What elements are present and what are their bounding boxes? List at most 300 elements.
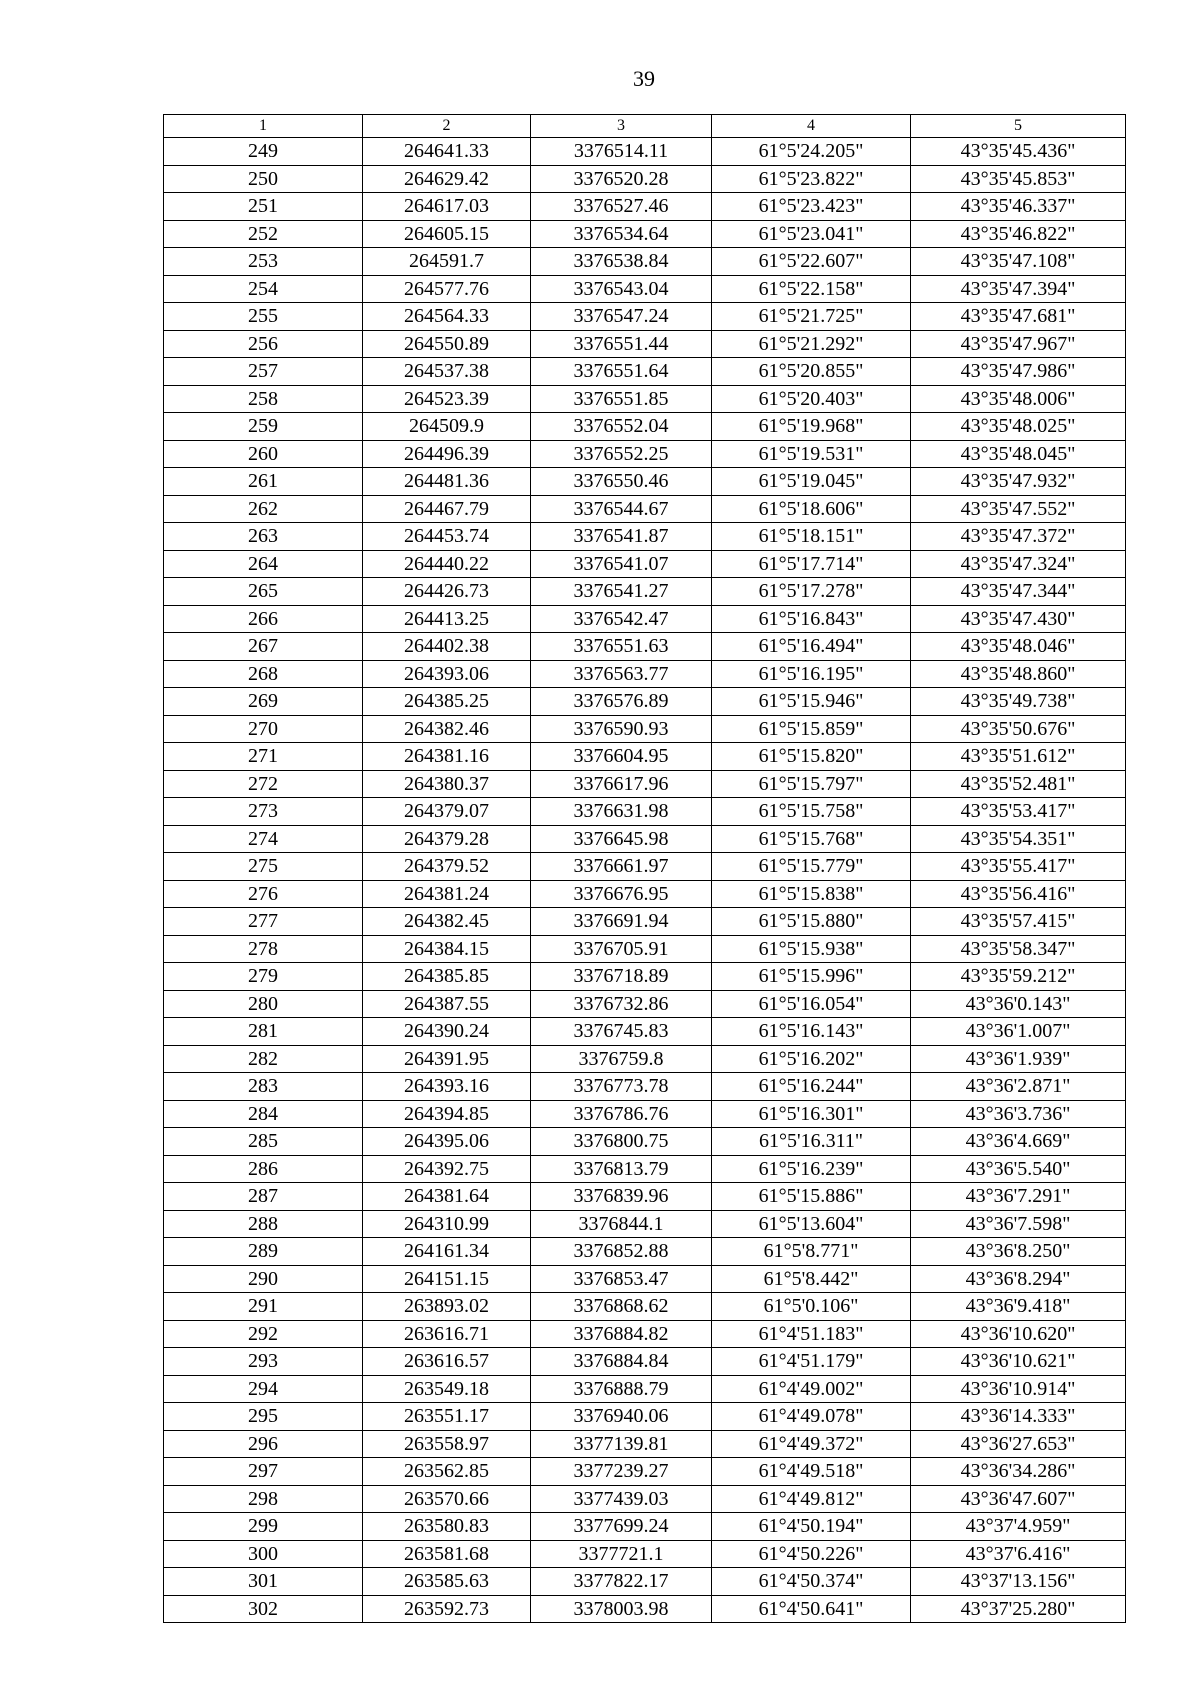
- table-row: [164, 220, 1126, 248]
- table-cell: 3376852.88: [531, 1238, 712, 1266]
- table-row: [164, 1430, 1126, 1458]
- table-cell: 3377139.81: [531, 1430, 712, 1458]
- table-row: [164, 1238, 1126, 1266]
- table-row: [164, 303, 1126, 331]
- table-row: [164, 798, 1126, 826]
- table-row: [164, 578, 1126, 606]
- table-cell: 299: [164, 1513, 363, 1541]
- table-cell: 43°35'46.337": [911, 193, 1126, 221]
- table-cell: 296: [164, 1430, 363, 1458]
- table-cell: 286: [164, 1155, 363, 1183]
- table-row: [164, 660, 1126, 688]
- table-cell: 302: [164, 1595, 363, 1623]
- table-cell: 3376527.46: [531, 193, 712, 221]
- table-cell: 277: [164, 908, 363, 936]
- table-cell: 288: [164, 1210, 363, 1238]
- table-row: [164, 550, 1126, 578]
- table-cell: 43°36'7.598": [911, 1210, 1126, 1238]
- table-cell: 264605.15: [363, 220, 531, 248]
- table-cell: 3377699.24: [531, 1513, 712, 1541]
- table-row: [164, 908, 1126, 936]
- table-cell: 264379.07: [363, 798, 531, 826]
- table-cell: 61°5'15.797": [712, 770, 911, 798]
- table-cell: 3377239.27: [531, 1458, 712, 1486]
- table-cell: 264394.85: [363, 1100, 531, 1128]
- table-cell: 43°35'48.025": [911, 413, 1126, 441]
- table-cell: 264385.85: [363, 963, 531, 991]
- table-cell: 43°35'47.681": [911, 303, 1126, 331]
- table-cell: 3376868.62: [531, 1293, 712, 1321]
- table-cell: 264395.06: [363, 1128, 531, 1156]
- table-cell: 43°35'47.394": [911, 275, 1126, 303]
- table-cell: 297: [164, 1458, 363, 1486]
- table-cell: 61°5'8.771": [712, 1238, 911, 1266]
- table-cell: 43°35'47.932": [911, 468, 1126, 496]
- table-cell: 264523.39: [363, 385, 531, 413]
- table-row: [164, 1045, 1126, 1073]
- table-cell: 3376534.64: [531, 220, 712, 248]
- table-cell: 61°5'24.205": [712, 138, 911, 166]
- table-cell: 61°4'50.226": [712, 1540, 911, 1568]
- table-cell: 61°5'23.822": [712, 165, 911, 193]
- table-cell: 256: [164, 330, 363, 358]
- table-cell: 3376839.96: [531, 1183, 712, 1211]
- table-cell: 43°35'51.612": [911, 743, 1126, 771]
- table-row: [164, 330, 1126, 358]
- table-cell: 295: [164, 1403, 363, 1431]
- column-header: 2: [363, 115, 531, 138]
- table-cell: 61°5'8.442": [712, 1265, 911, 1293]
- table-row: [164, 1155, 1126, 1183]
- table-cell: 43°35'45.853": [911, 165, 1126, 193]
- table-cell: 284: [164, 1100, 363, 1128]
- table-cell: 264381.24: [363, 880, 531, 908]
- table-cell: 3376541.07: [531, 550, 712, 578]
- table-cell: 265: [164, 578, 363, 606]
- table-cell: 3376538.84: [531, 248, 712, 276]
- table-row: [164, 605, 1126, 633]
- table-cell: 301: [164, 1568, 363, 1596]
- table-cell: 43°35'45.436": [911, 138, 1126, 166]
- table-cell: 61°4'50.641": [712, 1595, 911, 1623]
- table-cell: 281: [164, 1018, 363, 1046]
- table-cell: 61°5'17.714": [712, 550, 911, 578]
- table-cell: 298: [164, 1485, 363, 1513]
- table-cell: 61°5'16.244": [712, 1073, 911, 1101]
- table-cell: 61°5'18.151": [712, 523, 911, 551]
- table-cell: 274: [164, 825, 363, 853]
- table-cell: 43°35'47.324": [911, 550, 1126, 578]
- table-row: [164, 853, 1126, 881]
- table-cell: 61°5'19.045": [712, 468, 911, 496]
- table-cell: 3376541.87: [531, 523, 712, 551]
- table-cell: 3376551.44: [531, 330, 712, 358]
- table-cell: 3377439.03: [531, 1485, 712, 1513]
- table-cell: 264550.89: [363, 330, 531, 358]
- table-cell: 263592.73: [363, 1595, 531, 1623]
- table-cell: 3376884.84: [531, 1348, 712, 1376]
- table-cell: 264381.64: [363, 1183, 531, 1211]
- table-cell: 43°35'49.738": [911, 688, 1126, 716]
- table-cell: 273: [164, 798, 363, 826]
- table-cell: 61°5'20.403": [712, 385, 911, 413]
- table-row: [164, 880, 1126, 908]
- table-cell: 263580.83: [363, 1513, 531, 1541]
- table-cell: 3376514.11: [531, 138, 712, 166]
- table-cell: 61°5'21.725": [712, 303, 911, 331]
- table-row: [164, 468, 1126, 496]
- table-cell: 61°5'16.311": [712, 1128, 911, 1156]
- table-cell: 264382.46: [363, 715, 531, 743]
- table-cell: 263570.66: [363, 1485, 531, 1513]
- table-row: [164, 1073, 1126, 1101]
- table-cell: 43°36'8.294": [911, 1265, 1126, 1293]
- table-cell: 3376576.89: [531, 688, 712, 716]
- table-cell: 3376542.47: [531, 605, 712, 633]
- table-cell: 279: [164, 963, 363, 991]
- table-row: [164, 385, 1126, 413]
- table-row: [164, 193, 1126, 221]
- table-cell: 3376745.83: [531, 1018, 712, 1046]
- table-row: [164, 1348, 1126, 1376]
- table-cell: 61°5'16.239": [712, 1155, 911, 1183]
- table-cell: 43°36'10.620": [911, 1320, 1126, 1348]
- table-row: [164, 1128, 1126, 1156]
- table-cell: 61°4'49.372": [712, 1430, 911, 1458]
- table-cell: 61°5'15.880": [712, 908, 911, 936]
- table-cell: 61°5'16.143": [712, 1018, 911, 1046]
- table-cell: 3376773.78: [531, 1073, 712, 1101]
- table-cell: 61°4'50.194": [712, 1513, 911, 1541]
- table-cell: 61°5'16.843": [712, 605, 911, 633]
- table-cell: 61°5'15.768": [712, 825, 911, 853]
- table-cell: 61°5'22.607": [712, 248, 911, 276]
- table-cell: 43°36'7.291": [911, 1183, 1126, 1211]
- table-cell: 263562.85: [363, 1458, 531, 1486]
- table-cell: 61°5'23.041": [712, 220, 911, 248]
- table-cell: 61°5'13.604": [712, 1210, 911, 1238]
- table-cell: 43°35'47.430": [911, 605, 1126, 633]
- table-row: [164, 1513, 1126, 1541]
- table-row: [164, 523, 1126, 551]
- table-cell: 257: [164, 358, 363, 386]
- table-row: [164, 1100, 1126, 1128]
- table-cell: 43°35'46.822": [911, 220, 1126, 248]
- table-cell: 61°5'18.606": [712, 495, 911, 523]
- table-cell: 43°36'1.939": [911, 1045, 1126, 1073]
- table-cell: 264379.28: [363, 825, 531, 853]
- column-header: 5: [911, 115, 1126, 138]
- table-row: [164, 138, 1126, 166]
- table-row: [164, 1403, 1126, 1431]
- table-cell: 61°5'21.292": [712, 330, 911, 358]
- table-cell: 254: [164, 275, 363, 303]
- table-row: [164, 688, 1126, 716]
- table-cell: 43°36'2.871": [911, 1073, 1126, 1101]
- table-cell: 264381.16: [363, 743, 531, 771]
- table-cell: 264440.22: [363, 550, 531, 578]
- table-cell: 264641.33: [363, 138, 531, 166]
- table-row: [164, 1568, 1126, 1596]
- table-cell: 3376718.89: [531, 963, 712, 991]
- table-cell: 260: [164, 440, 363, 468]
- table-row: [164, 935, 1126, 963]
- table-cell: 264509.9: [363, 413, 531, 441]
- table-cell: 61°4'49.002": [712, 1375, 911, 1403]
- table-cell: 43°36'10.621": [911, 1348, 1126, 1376]
- table-cell: 263893.02: [363, 1293, 531, 1321]
- table-cell: 3376645.98: [531, 825, 712, 853]
- table-cell: 43°35'47.372": [911, 523, 1126, 551]
- table-cell: 263549.18: [363, 1375, 531, 1403]
- table-cell: 264379.52: [363, 853, 531, 881]
- table-cell: 43°35'47.552": [911, 495, 1126, 523]
- table-cell: 43°35'50.676": [911, 715, 1126, 743]
- table-cell: 269: [164, 688, 363, 716]
- table-cell: 3376759.8: [531, 1045, 712, 1073]
- table-cell: 61°4'51.183": [712, 1320, 911, 1348]
- table-cell: 43°35'55.417": [911, 853, 1126, 881]
- table-cell: 61°5'16.301": [712, 1100, 911, 1128]
- table-row: [164, 413, 1126, 441]
- table-cell: 264413.25: [363, 605, 531, 633]
- table-cell: 3376552.25: [531, 440, 712, 468]
- table-cell: 261: [164, 468, 363, 496]
- table-cell: 252: [164, 220, 363, 248]
- table-cell: 61°5'19.531": [712, 440, 911, 468]
- table-cell: 3376705.91: [531, 935, 712, 963]
- table-cell: 264591.7: [363, 248, 531, 276]
- table-cell: 61°5'16.494": [712, 633, 911, 661]
- table-row: [164, 990, 1126, 1018]
- table-cell: 43°36'0.143": [911, 990, 1126, 1018]
- table-row: [164, 1210, 1126, 1238]
- table-cell: 43°35'47.967": [911, 330, 1126, 358]
- table-cell: 264577.76: [363, 275, 531, 303]
- table-cell: 61°4'49.812": [712, 1485, 911, 1513]
- table-cell: 3376544.67: [531, 495, 712, 523]
- page-number: 39: [633, 66, 655, 91]
- table-cell: 61°5'15.779": [712, 853, 911, 881]
- table-cell: 255: [164, 303, 363, 331]
- table-row: [164, 358, 1126, 386]
- table-cell: 43°35'58.347": [911, 935, 1126, 963]
- table-cell: 263551.17: [363, 1403, 531, 1431]
- table-cell: 43°37'25.280": [911, 1595, 1126, 1623]
- table-cell: 264310.99: [363, 1210, 531, 1238]
- table-row: [164, 248, 1126, 276]
- table-cell: 43°35'57.415": [911, 908, 1126, 936]
- table-cell: 293: [164, 1348, 363, 1376]
- table-cell: 43°37'4.959": [911, 1513, 1126, 1541]
- table-row: [164, 440, 1126, 468]
- table-cell: 43°35'48.045": [911, 440, 1126, 468]
- table-cell: 61°5'16.195": [712, 660, 911, 688]
- table-cell: 43°36'8.250": [911, 1238, 1126, 1266]
- table-cell: 43°36'27.653": [911, 1430, 1126, 1458]
- table-cell: 3376691.94: [531, 908, 712, 936]
- table-cell: 43°35'56.416": [911, 880, 1126, 908]
- table-row: [164, 1595, 1126, 1623]
- table-cell: 61°5'0.106": [712, 1293, 911, 1321]
- table-cell: 264467.79: [363, 495, 531, 523]
- table-cell: 289: [164, 1238, 363, 1266]
- table-cell: 264151.15: [363, 1265, 531, 1293]
- table-cell: 275: [164, 853, 363, 881]
- table-cell: 3377822.17: [531, 1568, 712, 1596]
- table-cell: 3376551.64: [531, 358, 712, 386]
- table-cell: 264402.38: [363, 633, 531, 661]
- table-row: [164, 963, 1126, 991]
- table-cell: 3376563.77: [531, 660, 712, 688]
- table-row: [164, 715, 1126, 743]
- table-cell: 258: [164, 385, 363, 413]
- table-cell: 3376541.27: [531, 578, 712, 606]
- table-cell: 43°35'48.006": [911, 385, 1126, 413]
- table-cell: 43°35'47.986": [911, 358, 1126, 386]
- table-cell: 291: [164, 1293, 363, 1321]
- table-cell: 287: [164, 1183, 363, 1211]
- table-cell: 43°37'13.156": [911, 1568, 1126, 1596]
- table-cell: 3377721.1: [531, 1540, 712, 1568]
- table-cell: 264617.03: [363, 193, 531, 221]
- table-row: [164, 1540, 1126, 1568]
- table-cell: 61°5'15.859": [712, 715, 911, 743]
- table-row: [164, 825, 1126, 853]
- table-cell: 3376732.86: [531, 990, 712, 1018]
- table-cell: 43°36'34.286": [911, 1458, 1126, 1486]
- table-row: [164, 275, 1126, 303]
- table-cell: 43°36'10.914": [911, 1375, 1126, 1403]
- table-cell: 61°5'15.838": [712, 880, 911, 908]
- table-row: [164, 1018, 1126, 1046]
- table-cell: 266: [164, 605, 363, 633]
- table-cell: 3376547.24: [531, 303, 712, 331]
- table-cell: 43°36'47.607": [911, 1485, 1126, 1513]
- table-cell: 259: [164, 413, 363, 441]
- table-cell: 61°5'20.855": [712, 358, 911, 386]
- table-cell: 249: [164, 138, 363, 166]
- table-header-row: [164, 115, 1126, 138]
- table-cell: 263616.71: [363, 1320, 531, 1348]
- table-cell: 43°35'53.417": [911, 798, 1126, 826]
- table-cell: 251: [164, 193, 363, 221]
- table-cell: 264392.75: [363, 1155, 531, 1183]
- table-cell: 276: [164, 880, 363, 908]
- table-cell: 264481.36: [363, 468, 531, 496]
- table-cell: 263616.57: [363, 1348, 531, 1376]
- table-cell: 3376543.04: [531, 275, 712, 303]
- table-cell: 43°36'14.333": [911, 1403, 1126, 1431]
- table-cell: 3376888.79: [531, 1375, 712, 1403]
- table-row: [164, 1458, 1126, 1486]
- table-cell: 43°36'3.736": [911, 1100, 1126, 1128]
- table-cell: 3376551.85: [531, 385, 712, 413]
- table-cell: 61°5'16.202": [712, 1045, 911, 1073]
- table-row: [164, 495, 1126, 523]
- table-cell: 3376844.1: [531, 1210, 712, 1238]
- table-cell: 43°35'47.344": [911, 578, 1126, 606]
- table-row: [164, 743, 1126, 771]
- table-cell: 264496.39: [363, 440, 531, 468]
- table-cell: 280: [164, 990, 363, 1018]
- table-row: [164, 633, 1126, 661]
- table-cell: 282: [164, 1045, 363, 1073]
- table-cell: 43°36'4.669": [911, 1128, 1126, 1156]
- table-row: [164, 1485, 1126, 1513]
- table-cell: 3376940.06: [531, 1403, 712, 1431]
- table-cell: 61°5'23.423": [712, 193, 911, 221]
- table-cell: 43°36'1.007": [911, 1018, 1126, 1046]
- table-cell: 43°35'48.046": [911, 633, 1126, 661]
- table-cell: 278: [164, 935, 363, 963]
- table-cell: 272: [164, 770, 363, 798]
- table-row: [164, 770, 1126, 798]
- table-cell: 264161.34: [363, 1238, 531, 1266]
- table-cell: 300: [164, 1540, 363, 1568]
- table-cell: 294: [164, 1375, 363, 1403]
- table-row: [164, 1265, 1126, 1293]
- table-cell: 3376604.95: [531, 743, 712, 771]
- table-cell: 268: [164, 660, 363, 688]
- table-cell: 263581.68: [363, 1540, 531, 1568]
- table-cell: 290: [164, 1265, 363, 1293]
- table-cell: 3376661.97: [531, 853, 712, 881]
- table-cell: 3376676.95: [531, 880, 712, 908]
- table-cell: 264382.45: [363, 908, 531, 936]
- table-cell: 3376552.04: [531, 413, 712, 441]
- table-cell: 264390.24: [363, 1018, 531, 1046]
- column-header: 3: [531, 115, 712, 138]
- table-cell: 264393.06: [363, 660, 531, 688]
- table-cell: 3376786.76: [531, 1100, 712, 1128]
- table-cell: 3376550.46: [531, 468, 712, 496]
- table-cell: 61°4'49.078": [712, 1403, 911, 1431]
- table-cell: 61°5'22.158": [712, 275, 911, 303]
- table-row: [164, 165, 1126, 193]
- table-cell: 61°5'15.946": [712, 688, 911, 716]
- table-cell: 61°5'19.968": [712, 413, 911, 441]
- column-header: 1: [164, 115, 363, 138]
- table-cell: 267: [164, 633, 363, 661]
- table-cell: 263: [164, 523, 363, 551]
- table-cell: 61°4'50.374": [712, 1568, 911, 1596]
- table-cell: 264391.95: [363, 1045, 531, 1073]
- table-cell: 285: [164, 1128, 363, 1156]
- table-cell: 3376551.63: [531, 633, 712, 661]
- table-cell: 264380.37: [363, 770, 531, 798]
- table-cell: 61°4'51.179": [712, 1348, 911, 1376]
- table-row: [164, 1320, 1126, 1348]
- table-cell: 61°5'15.996": [712, 963, 911, 991]
- table-cell: 3376813.79: [531, 1155, 712, 1183]
- table-cell: 283: [164, 1073, 363, 1101]
- table-cell: 61°5'16.054": [712, 990, 911, 1018]
- table-cell: 61°5'15.938": [712, 935, 911, 963]
- table-cell: 43°37'6.416": [911, 1540, 1126, 1568]
- table-cell: 264387.55: [363, 990, 531, 1018]
- table-cell: 270: [164, 715, 363, 743]
- table-cell: 264384.15: [363, 935, 531, 963]
- table-cell: 263585.63: [363, 1568, 531, 1596]
- table-row: [164, 1293, 1126, 1321]
- table-cell: 262: [164, 495, 363, 523]
- table-cell: 43°35'47.108": [911, 248, 1126, 276]
- table-cell: 3378003.98: [531, 1595, 712, 1623]
- table-cell: 3376800.75: [531, 1128, 712, 1156]
- table-cell: 43°35'52.481": [911, 770, 1126, 798]
- table-cell: 43°36'5.540": [911, 1155, 1126, 1183]
